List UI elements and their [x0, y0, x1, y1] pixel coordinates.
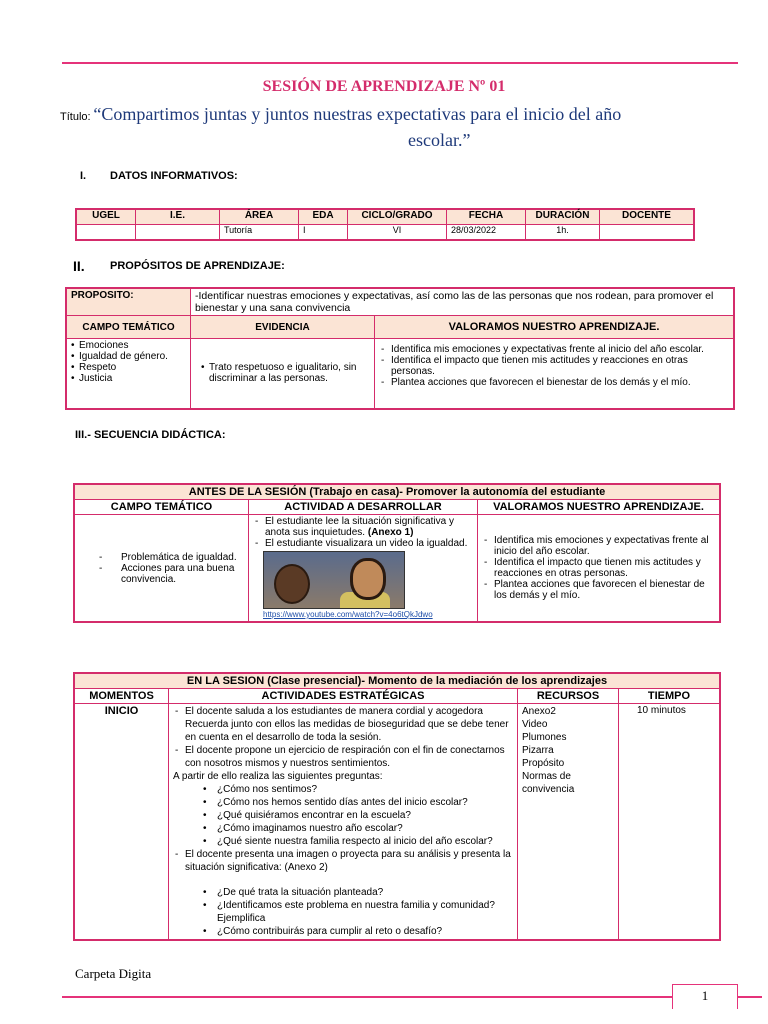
list-item: - Identifica mis emociones y expectativas frente al inicio del año escolar. — [379, 344, 729, 355]
titulo-block — [60, 104, 740, 125]
actividades-list — [173, 705, 513, 770]
evidencia-header: EVIDENCIA — [191, 316, 375, 339]
datos-cell — [136, 225, 220, 241]
tiempo-header: TIEMPO — [619, 689, 721, 704]
section2-heading: PROPÓSITOS DE APRENDIZAJE: — [110, 260, 285, 272]
propositos-body-row — [66, 339, 734, 409]
valoramos-list — [379, 340, 729, 388]
top-rule — [62, 62, 738, 64]
datos-value-row — [76, 225, 694, 241]
antes-body-row — [74, 515, 720, 623]
list-item: - Problemática de igualdad. — [97, 552, 244, 563]
valoramos-header: VALORAMOS NUESTRO APRENDIZAJE. — [375, 316, 735, 339]
actividades-list-2 — [173, 848, 513, 874]
datos-cell: 28/03/2022 — [447, 225, 526, 241]
antes-campo-header: CAMPO TEMÁTICO — [74, 500, 249, 515]
recursos-header: RECURSOS — [518, 689, 619, 704]
datos-cell — [76, 225, 136, 241]
list-item: - Acciones para una buena convivencia. — [97, 563, 244, 585]
antes-title: ANTES DE LA SESIÓN (Trabajo en casa)- Promover la autonomía del estudiante — [74, 484, 720, 500]
campo-list — [71, 340, 186, 384]
video-link[interactable]: https://www.youtube.com/watch?v=4o6tQkJdwo — [263, 610, 433, 619]
antes-table — [73, 483, 721, 623]
datos-header-row — [76, 209, 694, 225]
list-item: • Emociones — [71, 340, 186, 351]
footer-left-text: Carpeta Digita — [75, 966, 152, 981]
list-item: - Plantea acciones que favorecen el bienestar de los demás y el mío. — [379, 377, 729, 388]
tiempo-cell: 10 minutos — [619, 704, 721, 941]
campo-tematico-header: CAMPO TEMÁTICO — [66, 316, 191, 339]
page-number-box — [672, 984, 738, 1009]
list-item: • ¿Cómo nos hemos sentido días antes del inicio escolar? — [203, 796, 513, 809]
list-item: • ¿Identificamos este problema en nuestra familia y comunidad? Ejemplifica — [203, 899, 513, 925]
list-item: • ¿Cómo imaginamos nuestro año escolar? — [203, 822, 513, 835]
sesion-body-row — [74, 704, 720, 941]
list-item: • Trato respetuoso e igualitario, sin discriminar a las personas. — [201, 362, 370, 384]
antes-header-row — [74, 500, 720, 515]
antes-title-row — [74, 484, 720, 500]
actividades-header: ACTIVIDADES ESTRATÉGICAS — [169, 689, 518, 704]
section1-heading: DATOS INFORMATIVOS: — [110, 170, 238, 182]
datos-header: UGEL — [76, 209, 136, 225]
recurso-item: Normas de convivencia — [522, 771, 575, 795]
list-item: - El estudiante visualizara un video la igualdad. — [253, 538, 473, 549]
datos-header: CICLO/GRADO — [348, 209, 447, 225]
datos-table — [75, 208, 695, 241]
antes-act1-anexo: (Anexo 1) — [367, 527, 414, 538]
propositos-header-row — [66, 316, 734, 339]
section2-num: II. — [73, 258, 85, 274]
datos-cell: VI — [348, 225, 447, 241]
list-item: - Identifica el impacto que tienen mis actitudes y reacciones en otras personas. — [379, 355, 729, 377]
section1-num: I. — [80, 170, 87, 182]
list-item: - Identifica el impacto que tienen mis actitudes y reacciones en otras personas. — [482, 557, 715, 579]
list-item: - El docente presenta una imagen o proyecta para su análisis y presenta la situación significativa: (Anexo 2) — [173, 848, 513, 874]
sesion-table — [73, 672, 721, 941]
datos-cell: I — [299, 225, 348, 241]
proposito-label: PROPOSITO: — [66, 288, 191, 316]
datos-header: DURACIÓN — [526, 209, 600, 225]
preguntas1-list — [173, 783, 513, 848]
propositos-table — [65, 287, 735, 410]
sesion-title: EN LA SESION (Clase presencial)- Momento de la mediación de los aprendizajes — [74, 673, 720, 689]
section3-heading: III.- SECUENCIA DIDÁCTICA: — [75, 429, 226, 441]
evidencia-cell — [191, 339, 375, 409]
datos-cell: 1h. — [526, 225, 600, 241]
act-intro: A partir de ello realiza las siguientes preguntas: — [173, 771, 383, 782]
campo-tematico-cell — [66, 339, 191, 409]
page-title: SESIÓN DE APRENDIZAJE Nº 01 — [262, 78, 506, 95]
child-figure-left — [274, 564, 310, 604]
list-item: - Identifica mis emociones y expectativas frente al inicio del año escolar. — [482, 535, 715, 557]
titulo-text: “Compartimos juntas y juntos nuestras expectativas para el inicio del año — [93, 104, 622, 124]
datos-header: FECHA — [447, 209, 526, 225]
datos-header: DOCENTE — [600, 209, 695, 225]
datos-header: EDA — [299, 209, 348, 225]
antes-actividad-cell — [249, 515, 478, 623]
recursos-cell — [518, 704, 619, 941]
antes-actividad-list — [253, 516, 473, 549]
antes-act1: El estudiante lee la situación significativa y anota sus inquietudes. — [265, 516, 454, 538]
datos-cell — [600, 225, 695, 241]
list-item: - Plantea acciones que favorecen el bienestar de los demás y el mío. — [482, 579, 715, 601]
list-item: - El docente saluda a los estudiantes de manera cordial y acogedora Recuerda junto con ellos las medidas de bioseguridad que se debe tener en cuenta en el desarrollo de toda la sesión. — [173, 705, 513, 744]
antes-valoramos-list — [482, 535, 715, 601]
antes-campo-cell — [74, 515, 249, 623]
footer-rule-left — [62, 996, 672, 998]
child-figure-right — [350, 558, 386, 600]
antes-campo-list — [97, 552, 244, 585]
list-item: - El docente propone un ejercicio de respiración con el fin de conectarnos con nosotros mismos y nuestros sentimientos. — [173, 744, 513, 770]
antes-actividad-header: ACTIVIDAD A DESARROLLAR — [249, 500, 478, 515]
titulo-label: Título: — [60, 111, 91, 123]
evidencia-list — [195, 362, 370, 384]
antes-valoramos-header: VALORAMOS NUESTRO APRENDIZAJE. — [478, 500, 721, 515]
recurso-item: Anexo2 — [522, 706, 556, 717]
sesion-header-row — [74, 689, 720, 704]
actividades-cell — [169, 704, 518, 941]
momento-cell: INICIO — [74, 704, 169, 941]
page-number: 1 — [701, 988, 709, 1003]
datos-cell: Tutoría — [220, 225, 299, 241]
recurso-item: Plumones — [522, 732, 567, 743]
titulo-text-cont: escolar.” — [408, 130, 471, 150]
datos-header: I.E. — [136, 209, 220, 225]
momentos-header: MOMENTOS — [74, 689, 169, 704]
list-item: • ¿De qué trata la situación planteada? — [203, 886, 513, 899]
proposito-text: -Identificar nuestras emociones y expectativas, así como las de las personas que nos rodean, para promover el bienestar y una sana convivencia — [191, 288, 735, 316]
proposito-row — [66, 288, 734, 316]
list-item: • Respeto — [71, 362, 186, 373]
list-item: • Igualdad de género. — [71, 351, 186, 362]
datos-header: ÁREA — [220, 209, 299, 225]
list-item — [253, 516, 473, 538]
preguntas2-list — [173, 886, 513, 938]
video-thumbnail[interactable] — [263, 551, 405, 609]
recurso-item: Pizarra — [522, 745, 554, 756]
list-item: • ¿Qué siente nuestra familia respecto al inicio del año escolar? — [203, 835, 513, 848]
list-item: • Justicia — [71, 373, 186, 384]
sesion-title-row — [74, 673, 720, 689]
footer-rule-right — [738, 996, 762, 998]
list-item: • ¿Cómo contribuirás para cumplir al reto o desafío? — [203, 925, 513, 938]
valoramos-cell — [375, 339, 735, 409]
recurso-item: Video — [522, 719, 548, 730]
list-item: • ¿Qué quisiéramos encontrar en la escuela? — [203, 809, 513, 822]
antes-valoramos-cell — [478, 515, 721, 623]
recurso-item: Propósito — [522, 758, 565, 769]
list-item: • ¿Cómo nos sentimos? — [203, 783, 513, 796]
